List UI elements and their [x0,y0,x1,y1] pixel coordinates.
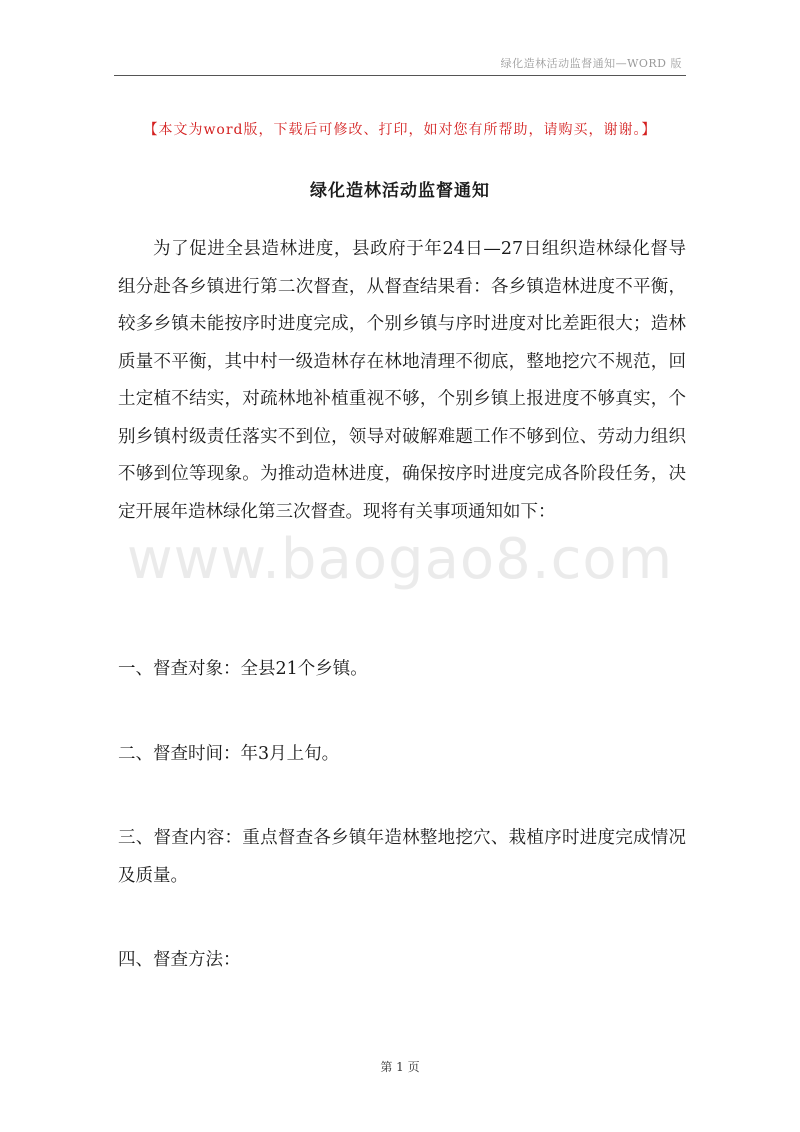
section-item-4: 四、督查方法： [118,950,241,970]
section-item-2: 二、督查时间：年3月上旬。 [118,744,340,764]
running-header: 绿化造林活动监督通知—WORD 版 [500,57,682,70]
document-title: 绿化造林活动监督通知 [310,181,490,201]
intro-paragraph: 为了促进全县造林进度，县政府于年24日—27日组织造林绿化督导组分赴各乡镇进行第二次督查，从督查结果看：各乡镇造林进度不平衡，较多乡镇未能按序时进度完成，个别乡镇与序时进度对比差距很大；造林质量不平衡，其中村一级造林存在林地清理不彻底，整地挖穴不规范，回土定植不结实，对疏林地补植重视不够，个别乡镇上报进度不够真实，个别乡镇村级责任落实不到位，领导对破解难题工作不够到位、劳动力组织不够到位等现象。为推动造林进度，确保按序时进度完成各阶段任务，决定开展年造林绿化第三次督查。现将有关事项通知如下： [118,239,686,522]
download-notice: 【本文为word版，下载后可修改、打印，如对您有所帮助，请购买，谢谢。】 [143,122,657,138]
watermark: www.baogao8.com [126,527,674,592]
page-number: 第 1 页 [380,1060,420,1074]
header-divider [114,75,686,76]
section-item-1: 一、督查对象：全县21个乡镇。 [118,659,368,679]
section-item-3: 三、督查内容：重点督查各乡镇年造林整地挖穴、栽植序时进度完成情况及质量。 [118,828,686,886]
